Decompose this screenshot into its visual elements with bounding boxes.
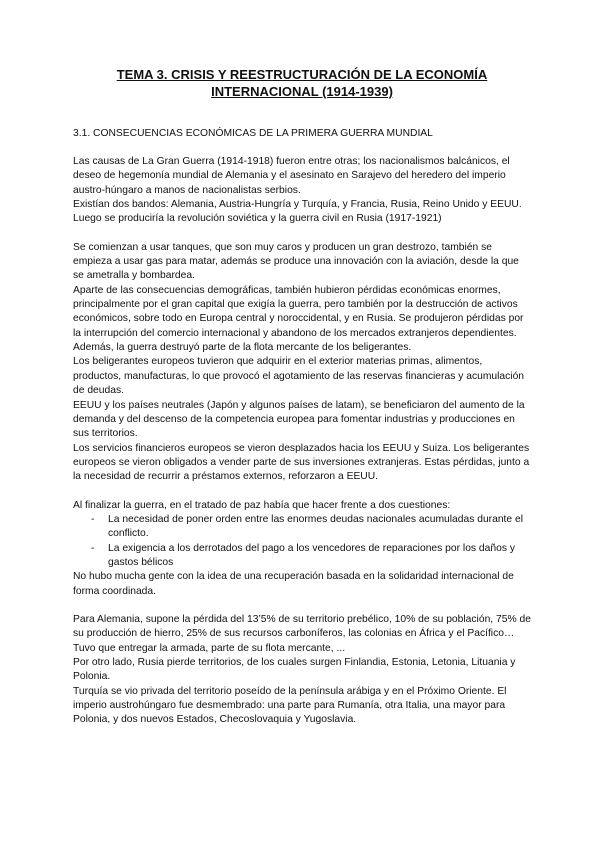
dash-bullet: - xyxy=(91,513,95,525)
paragraph-turkey-austria: Turquía se vio privada del territorio poseído de la península arábiga y en el Próximo Oriente. El imperio austrohúngaro fue desmembrado: una parte para Rumanía, otra Italia, una mayor para Polonia, y dos nuevos Estados, Checoslovaquia y Yugoslavia. xyxy=(73,685,507,726)
paragraph-finance: Los servicios financieros europeos se vieron desplazados hacia los EEUU y Suiza. Los beligerantes europeos se vieron obligados a vender parte de sus inversiones extranjeras. Estas pérdidas, junto a la necesidad de recurrir a préstamos externos, reforzaron a EEUU. xyxy=(73,442,530,483)
document-title xyxy=(73,66,531,100)
paragraph-germany: Para Alemania, supone la pérdida del 13’5% de su territorio prebélico, 10% de su población, 75% de su producción de hierro, 25% de sus recursos carboníferos, las colonias en África y el Pacífico… Tuvo que entregar la armada, parte de su flota mercante, ... xyxy=(73,613,531,654)
document-page xyxy=(73,66,531,728)
title-line-1: TEMA 3. CRISIS Y REESTRUCTURACIÓN DE LA ECONOMÍA xyxy=(116,67,488,82)
title-line-2: INTERNACIONAL (1914-1939) xyxy=(211,84,393,99)
paragraph-weapons: Se comienzan a usar tanques, que son muy caros y producen un gran destrozo, también se empieza a usar gas para matar, además se produce una innovación con la aviación, desde la que se ametralla y bombardea. xyxy=(73,241,519,282)
paragraph-russia: Por otro lado, Rusia pierde territorios, de los cuales surgen Finlandia, Estonia, Letonia, Lituania y Polonia. xyxy=(73,657,516,683)
paragraph-losses: Aparte de las consecuencias demográficas, también hubieron pérdidas económicas enormes, principalmente por el gran capital que exigía la guerra, pero también por la destrucción de activos económicos, sobre todo en Europa central y noroccidental, y en Rusia. Se produjeron pérdidas por la interrupción del comercio internacional y abandono de los mercados extranjeros dependientes. Además, la guerra destruyó parte de la flota mercante de los beligerantes. xyxy=(73,284,524,354)
paragraph-peace-intro: Al finalizar la guerra, en el tratado de paz había que hacer frente a dos cuestiones: xyxy=(73,499,451,511)
paragraph-neutrals: EEUU y los países neutrales (Japón y algunos países de latam), se beneficiaron del aumento de la demanda y del descenso de la competencia europea para fomentar industrias y producciones en sus territorios. xyxy=(73,399,525,440)
paragraph-imports: Los beligerantes europeos tuvieron que adquirir en el exterior materias primas, alimentos, productos, manufacturas, lo que provocó el agotamiento de las reservas financieras y acumulación de deudas. xyxy=(73,356,525,397)
list-item-text: La exigencia a los derrotados del pago a los vencedores de reparaciones por los daños y gastos bélicos xyxy=(108,542,515,568)
list-item xyxy=(73,542,531,571)
paragraph-causes: Las causas de La Gran Guerra (1914-1918) fueron entre otras; los nacionalismos balcánicos, el deseo de hegemonía mundial de Alemania y el asesinato en Sarajevo del heredero del imperio austro-húngaro a manos de nacionalistas serbios. xyxy=(73,156,510,196)
paragraph-sides: Existían dos bandos: Alemania, Austria-Hungría y Turquía, y Francia, Rusia, Reino Unido y EEUU. Luego se produciría la revolución soviética y la guerra civil en Rusia (1917-1921) xyxy=(73,199,522,225)
list-item xyxy=(73,513,531,542)
list-item-text: La necesidad de poner orden entre las enormes deudas nacionales acumuladas durante el conflicto. xyxy=(108,513,524,540)
dash-bullet: - xyxy=(91,542,95,554)
peace-issues-list xyxy=(73,513,531,570)
section-heading: 3.1. CONSECUENCIAS ECONÓMICAS DE LA PRIMERA GUERRA MUNDIAL xyxy=(73,128,433,139)
paragraph-peace-outro: No hubo mucha gente con la idea de una recuperación basada en la solidaridad internacional de forma coordinada. xyxy=(73,571,514,597)
